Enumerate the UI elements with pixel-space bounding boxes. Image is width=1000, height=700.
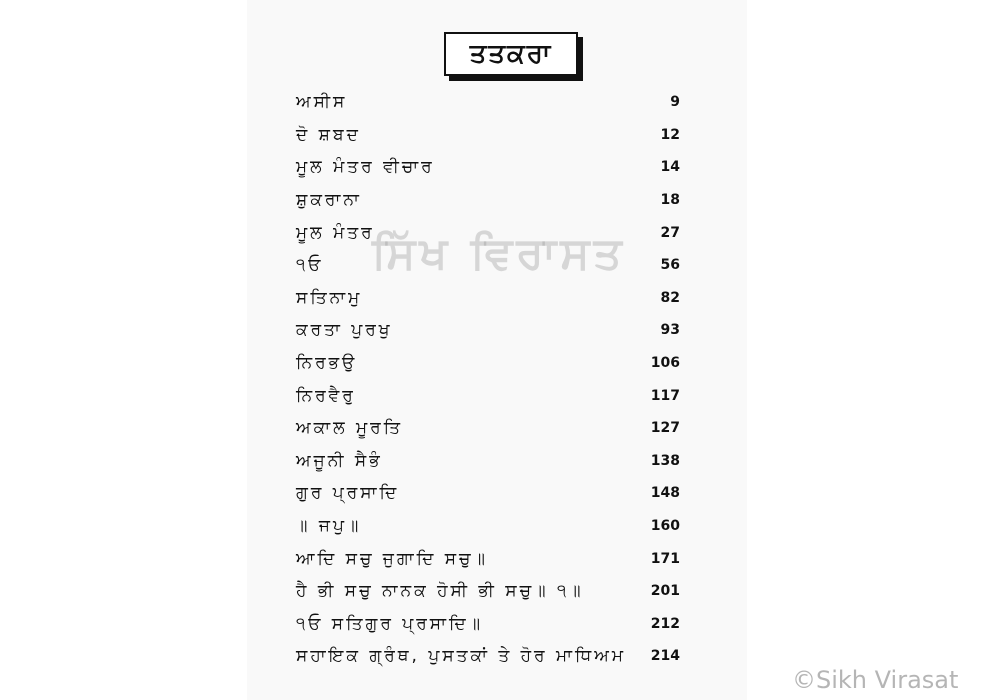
toc-title: ਅਜੂਨੀ ਸੈਭੰ (296, 450, 383, 471)
toc-title: ਹੈ ਭੀ ਸਚੁ ਨਾਨਕ ਹੋਸੀ ਭੀ ਸਚੁ॥ ੧॥ (296, 581, 584, 602)
copyright-watermark: ©Sikh Virasat (792, 666, 959, 694)
toc-page-number: 14 (660, 159, 680, 176)
toc-title: ਸਤਿਨਾਮੁ (296, 287, 363, 308)
toc-row (296, 86, 680, 119)
toc-page-number: 160 (650, 518, 680, 535)
toc-row (296, 151, 680, 184)
toc-page-number: 212 (650, 615, 680, 632)
toc-title: ॥ ਜਪੁ॥ (296, 516, 362, 537)
toc-page-number: 9 (670, 94, 680, 111)
toc-title: ਮੂਲ ਮੰਤਰ ਵੀਚਾਰ (296, 157, 435, 178)
toc-row (296, 347, 680, 380)
toc-page-number: 138 (650, 452, 680, 469)
toc-page-number: 214 (650, 648, 680, 665)
toc-row (296, 542, 680, 575)
toc-title: ਗੁਰ ਪ੍ਰਸਾਦਿ (296, 483, 400, 504)
toc-page-number: 127 (650, 420, 680, 437)
toc-page-number: 106 (650, 355, 680, 372)
toc-page-number: 18 (660, 192, 680, 209)
watermark-text: ਸਿੱਖ ਵਿਰਾਸਤ (372, 228, 626, 279)
toc-page-number: 171 (650, 550, 680, 567)
toc-title: ਆਦਿ ਸਚੁ ਜੁਗਾਦਿ ਸਚੁ॥ (296, 548, 488, 569)
toc-row (296, 477, 680, 510)
toc-row (296, 282, 680, 315)
toc-title: ਨਿਰਵੈਰੁ (296, 385, 356, 406)
toc-title: ਅਸੀਸ (296, 92, 348, 113)
toc-row (296, 445, 680, 478)
toc-page-number: 82 (660, 289, 680, 306)
toc-title: ੧ਓ (296, 255, 324, 276)
toc-title: ਸਹਾਇਕ ਗ੍ਰੰਥ, ਪੁਸਤਕਾਂ ਤੇ ਹੋਰ ਮਾਧਿਅਮ (296, 646, 627, 667)
toc-page-number: 12 (660, 126, 680, 143)
toc-page-number: 148 (650, 485, 680, 502)
toc-row (296, 640, 680, 673)
contents-heading-text: ਤਤਕਰਾ (469, 38, 553, 69)
toc-page-number: 56 (660, 257, 680, 274)
toc-page-number: 201 (650, 583, 680, 600)
toc-title: ਅਕਾਲ ਮੂਰਤਿ (296, 418, 404, 439)
toc-row (296, 412, 680, 445)
toc-page-number: 27 (660, 224, 680, 241)
toc-title: ਦੋ ਸ਼ਬਦ (296, 124, 361, 145)
toc-row (296, 184, 680, 217)
toc-title: ਕਰਤਾ ਪੁਰਖੁ (296, 320, 393, 341)
toc-page-number: 93 (660, 322, 680, 339)
toc-row (296, 510, 680, 543)
toc-title: ਨਿਰਭਉ (296, 353, 358, 374)
toc-row (296, 379, 680, 412)
toc-page-number: 117 (650, 387, 680, 404)
toc-title: ਮੂਲ ਮੰਤਰ (296, 222, 375, 243)
toc-row (296, 119, 680, 152)
contents-heading (444, 32, 578, 76)
toc-title: ਸ਼ੁਕਰਾਨਾ (296, 190, 362, 211)
toc-title: ੧ਓ ਸਤਿਗੁਰ ਪ੍ਰਸਾਦਿ॥ (296, 613, 484, 634)
toc-row (296, 575, 680, 608)
table-of-contents (296, 86, 680, 673)
toc-row (296, 608, 680, 641)
toc-row (296, 314, 680, 347)
